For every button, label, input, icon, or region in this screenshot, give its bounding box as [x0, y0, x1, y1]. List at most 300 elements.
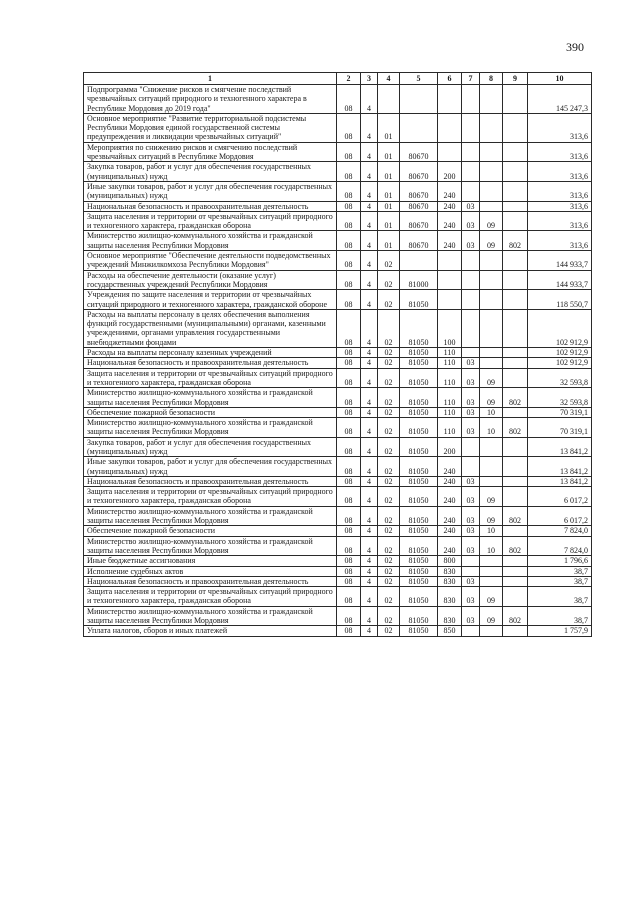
code-cell: 4 [361, 309, 378, 347]
table-row [84, 162, 592, 182]
code-cell [503, 181, 528, 201]
code-cell: 08 [337, 290, 361, 310]
code-cell: 08 [337, 576, 361, 586]
code-cell: 08 [337, 181, 361, 201]
code-cell: 81050 [400, 476, 438, 486]
table-row [84, 201, 592, 211]
code-cell [480, 348, 503, 358]
code-cell: 02 [378, 251, 400, 271]
code-cell: 08 [337, 368, 361, 388]
table-row [84, 211, 592, 231]
table-row [84, 487, 592, 507]
code-cell [462, 142, 480, 162]
row-name-cell: Национальная безопасность и правоохранительная деятельность [84, 476, 337, 486]
code-cell: 01 [378, 113, 400, 142]
code-cell: 03 [462, 418, 480, 438]
code-cell: 240 [438, 231, 462, 251]
table-row [84, 309, 592, 347]
header-cell: 2 [337, 73, 361, 85]
amount-cell: 313,6 [528, 113, 592, 142]
amount-cell: 6 017,2 [528, 506, 592, 526]
code-cell: 02 [378, 526, 400, 536]
code-cell: 08 [337, 162, 361, 182]
page-number: 390 [566, 40, 584, 54]
row-name-cell: Мероприятия по снижению рисков и смягчению последствий чрезвычайных ситуаций в Республике Мордовия [84, 142, 337, 162]
code-cell [462, 85, 480, 114]
code-cell: 850 [438, 626, 462, 636]
table-row [84, 418, 592, 438]
code-cell: 4 [361, 407, 378, 417]
code-cell: 02 [378, 566, 400, 576]
code-cell: 4 [361, 536, 378, 556]
code-cell [503, 270, 528, 290]
code-cell [503, 368, 528, 388]
code-cell: 4 [361, 476, 378, 486]
code-cell: 08 [337, 358, 361, 368]
code-cell: 830 [438, 566, 462, 576]
code-cell [503, 526, 528, 536]
code-cell [480, 142, 503, 162]
code-cell: 08 [337, 211, 361, 231]
row-name-cell: Министерство жилищно-коммунального хозяйства и гражданской защиты населения Республики Мордовия [84, 536, 337, 556]
header-cell: 1 [84, 73, 337, 85]
code-cell: 81050 [400, 457, 438, 477]
code-cell: 03 [462, 211, 480, 231]
code-cell: 08 [337, 587, 361, 607]
code-cell: 09 [480, 487, 503, 507]
code-cell: 81050 [400, 626, 438, 636]
table-row [84, 85, 592, 114]
code-cell [480, 270, 503, 290]
code-cell: 02 [378, 476, 400, 486]
code-cell: 03 [462, 201, 480, 211]
row-name-cell: Обеспечение пожарной безопасности [84, 526, 337, 536]
row-name-cell: Министерство жилищно-коммунального хозяйства и гражданской защиты населения Республики Мордовия [84, 418, 337, 438]
table-row [84, 587, 592, 607]
code-cell [503, 437, 528, 457]
code-cell: 110 [438, 368, 462, 388]
amount-cell: 313,6 [528, 162, 592, 182]
code-cell: 09 [480, 231, 503, 251]
code-cell: 09 [480, 606, 503, 626]
code-cell [503, 211, 528, 231]
code-cell [480, 85, 503, 114]
code-cell: 81050 [400, 576, 438, 586]
row-name-cell: Национальная безопасность и правоохранительная деятельность [84, 358, 337, 368]
amount-cell: 144 933,7 [528, 270, 592, 290]
row-name-cell: Министерство жилищно-коммунального хозяйства и гражданской защиты населения Республики Мордовия [84, 506, 337, 526]
table-row [84, 113, 592, 142]
code-cell: 02 [378, 536, 400, 556]
code-cell [503, 556, 528, 566]
code-cell: 4 [361, 587, 378, 607]
code-cell: 01 [378, 162, 400, 182]
code-cell: 4 [361, 457, 378, 477]
code-cell: 200 [438, 162, 462, 182]
code-cell: 02 [378, 457, 400, 477]
code-cell: 240 [438, 201, 462, 211]
code-cell: 4 [361, 251, 378, 271]
code-cell: 81050 [400, 506, 438, 526]
code-cell [503, 476, 528, 486]
row-name-cell: Исполнение судебных актов [84, 566, 337, 576]
code-cell: 81050 [400, 388, 438, 408]
code-cell: 830 [438, 606, 462, 626]
code-cell: 81050 [400, 348, 438, 358]
table-row [84, 251, 592, 271]
code-cell [438, 113, 462, 142]
code-cell [503, 487, 528, 507]
code-cell: 01 [378, 181, 400, 201]
code-cell: 4 [361, 437, 378, 457]
header-cell: 9 [503, 73, 528, 85]
code-cell: 4 [361, 290, 378, 310]
code-cell: 03 [462, 526, 480, 536]
amount-cell: 313,6 [528, 231, 592, 251]
code-cell: 240 [438, 536, 462, 556]
code-cell: 10 [480, 418, 503, 438]
code-cell: 81050 [400, 290, 438, 310]
code-cell: 03 [462, 606, 480, 626]
header-cell: 8 [480, 73, 503, 85]
code-cell [480, 358, 503, 368]
row-name-cell: Расходы на выплаты персоналу в целях обеспечения выполнения функций государственными (муниципальными) органами, казенными учреждениями, органами управления государственными внебюджетными фондами [84, 309, 337, 347]
code-cell: 02 [378, 388, 400, 408]
code-cell [438, 270, 462, 290]
code-cell: 100 [438, 309, 462, 347]
amount-cell: 313,6 [528, 142, 592, 162]
code-cell [462, 566, 480, 576]
code-cell: 02 [378, 587, 400, 607]
code-cell: 4 [361, 606, 378, 626]
code-cell: 08 [337, 626, 361, 636]
code-cell [503, 407, 528, 417]
code-cell: 4 [361, 576, 378, 586]
code-cell: 01 [378, 231, 400, 251]
code-cell: 03 [462, 358, 480, 368]
code-cell: 4 [361, 181, 378, 201]
code-cell: 80670 [400, 201, 438, 211]
table-row [84, 457, 592, 477]
table-row [84, 348, 592, 358]
code-cell: 110 [438, 418, 462, 438]
code-cell [438, 85, 462, 114]
code-cell [480, 290, 503, 310]
code-cell: 09 [480, 211, 503, 231]
row-name-cell: Министерство жилищно-коммунального хозяйства и гражданской защиты населения Республики Мордовия [84, 388, 337, 408]
amount-cell: 1 796,6 [528, 556, 592, 566]
code-cell: 03 [462, 231, 480, 251]
row-name-cell: Иные закупки товаров, работ и услуг для обеспечения государственных (муниципальных) нужд [84, 181, 337, 201]
table-row [84, 626, 592, 636]
code-cell: 09 [480, 506, 503, 526]
table-row [84, 606, 592, 626]
code-cell: 02 [378, 270, 400, 290]
code-cell: 09 [480, 368, 503, 388]
code-cell [462, 251, 480, 271]
header-cell: 3 [361, 73, 378, 85]
code-cell: 08 [337, 251, 361, 271]
code-cell: 240 [438, 476, 462, 486]
code-cell [480, 457, 503, 477]
code-cell: 01 [378, 201, 400, 211]
code-cell: 240 [438, 487, 462, 507]
code-cell: 08 [337, 142, 361, 162]
amount-cell: 145 247,3 [528, 85, 592, 114]
code-cell: 4 [361, 566, 378, 576]
row-name-cell: Министерство жилищно-коммунального хозяйства и гражданской защиты населения Республики Мордовия [84, 231, 337, 251]
code-cell: 02 [378, 437, 400, 457]
code-cell: 08 [337, 606, 361, 626]
code-cell: 81050 [400, 418, 438, 438]
row-name-cell: Иные бюджетные ассигнования [84, 556, 337, 566]
code-cell [503, 113, 528, 142]
code-cell: 240 [438, 506, 462, 526]
code-cell: 81050 [400, 526, 438, 536]
table-row [84, 388, 592, 408]
code-cell [462, 181, 480, 201]
amount-cell: 7 824,0 [528, 536, 592, 556]
code-cell: 240 [438, 211, 462, 231]
code-cell: 03 [462, 587, 480, 607]
code-cell: 802 [503, 506, 528, 526]
code-cell: 03 [462, 476, 480, 486]
code-cell: 4 [361, 348, 378, 358]
code-cell: 240 [438, 526, 462, 536]
code-cell: 81050 [400, 606, 438, 626]
code-cell: 81050 [400, 556, 438, 566]
header-cell: 6 [438, 73, 462, 85]
code-cell [480, 201, 503, 211]
amount-cell: 313,6 [528, 211, 592, 231]
code-cell [503, 348, 528, 358]
code-cell: 09 [480, 587, 503, 607]
code-cell: 830 [438, 576, 462, 586]
code-cell [480, 576, 503, 586]
code-cell: 802 [503, 418, 528, 438]
code-cell: 4 [361, 162, 378, 182]
code-cell: 02 [378, 358, 400, 368]
amount-cell: 32 593,8 [528, 388, 592, 408]
amount-cell: 32 593,8 [528, 368, 592, 388]
code-cell: 802 [503, 536, 528, 556]
code-cell [480, 437, 503, 457]
code-cell [438, 290, 462, 310]
code-cell: 4 [361, 211, 378, 231]
code-cell: 200 [438, 437, 462, 457]
code-cell: 4 [361, 142, 378, 162]
code-cell: 02 [378, 418, 400, 438]
row-name-cell: Учреждения по защите населения и территории от чрезвычайных ситуаций природного и техногенного характера, гражданской обороне [84, 290, 337, 310]
code-cell: 08 [337, 476, 361, 486]
amount-cell: 102 912,9 [528, 348, 592, 358]
code-cell: 81050 [400, 487, 438, 507]
amount-cell: 7 824,0 [528, 526, 592, 536]
code-cell: 80670 [400, 162, 438, 182]
amount-cell: 118 550,7 [528, 290, 592, 310]
code-cell: 81050 [400, 536, 438, 556]
code-cell [462, 457, 480, 477]
code-cell [480, 626, 503, 636]
code-cell [400, 113, 438, 142]
code-cell: 08 [337, 566, 361, 576]
row-name-cell: Закупка товаров, работ и услуг для обеспечения государственных (муниципальных) нужд [84, 437, 337, 457]
code-cell: 81050 [400, 437, 438, 457]
amount-cell: 144 933,7 [528, 251, 592, 271]
code-cell: 81000 [400, 270, 438, 290]
code-cell [503, 309, 528, 347]
code-cell: 08 [337, 407, 361, 417]
code-cell: 02 [378, 506, 400, 526]
code-cell: 802 [503, 231, 528, 251]
code-cell: 03 [462, 487, 480, 507]
amount-cell: 313,6 [528, 181, 592, 201]
code-cell: 03 [462, 368, 480, 388]
table-row [84, 270, 592, 290]
code-cell: 4 [361, 270, 378, 290]
code-cell: 02 [378, 626, 400, 636]
row-name-cell: Расходы на выплаты персоналу казенных учреждений [84, 348, 337, 358]
amount-cell: 13 841,2 [528, 457, 592, 477]
code-cell: 03 [462, 536, 480, 556]
code-cell: 4 [361, 526, 378, 536]
code-cell [462, 290, 480, 310]
row-name-cell: Национальная безопасность и правоохранительная деятельность [84, 576, 337, 586]
header-cell: 10 [528, 73, 592, 85]
amount-cell: 313,6 [528, 201, 592, 211]
row-name-cell: Расходы на обеспечение деятельности (оказание услуг) государственных учреждений Республики Мордовия [84, 270, 337, 290]
code-cell [480, 309, 503, 347]
code-cell: 08 [337, 388, 361, 408]
table-row [84, 290, 592, 310]
row-name-cell: Иные закупки товаров, работ и услуг для обеспечения государственных (муниципальных) нужд [84, 457, 337, 477]
code-cell [503, 626, 528, 636]
table-row [84, 407, 592, 417]
table-row [84, 142, 592, 162]
code-cell: 02 [378, 606, 400, 626]
code-cell: 240 [438, 181, 462, 201]
code-cell [503, 576, 528, 586]
header-cell: 7 [462, 73, 480, 85]
code-cell: 03 [462, 388, 480, 408]
code-cell [503, 587, 528, 607]
code-cell [480, 181, 503, 201]
code-cell: 4 [361, 201, 378, 211]
code-cell [462, 309, 480, 347]
row-name-cell: Обеспечение пожарной безопасности [84, 407, 337, 417]
code-cell: 10 [480, 536, 503, 556]
code-cell [503, 566, 528, 576]
code-cell [462, 113, 480, 142]
code-cell: 10 [480, 407, 503, 417]
row-name-cell: Основное мероприятие "Обеспечение деятельности подведомственных учреждений Минжилкомхоза Республики Мордовия" [84, 251, 337, 271]
row-name-cell: Министерство жилищно-коммунального хозяйства и гражданской защиты населения Республики Мордовия [84, 606, 337, 626]
code-cell: 03 [462, 506, 480, 526]
code-cell: 80670 [400, 181, 438, 201]
code-cell: 02 [378, 348, 400, 358]
code-cell: 4 [361, 85, 378, 114]
code-cell: 10 [480, 526, 503, 536]
amount-cell: 1 757,9 [528, 626, 592, 636]
code-cell: 08 [337, 437, 361, 457]
code-cell [378, 85, 400, 114]
code-cell: 80670 [400, 142, 438, 162]
code-cell: 08 [337, 418, 361, 438]
code-cell: 4 [361, 626, 378, 636]
code-cell: 81050 [400, 358, 438, 368]
code-cell: 4 [361, 113, 378, 142]
table-row [84, 506, 592, 526]
code-cell [480, 556, 503, 566]
amount-cell: 102 912,9 [528, 309, 592, 347]
row-name-cell: Подпрограмма "Снижение рисков и смягчение последствий чрезвычайных ситуаций природного и техногенного характера в Республике Мордовия до 2019 года" [84, 85, 337, 114]
table-row [84, 556, 592, 566]
code-cell: 08 [337, 270, 361, 290]
code-cell: 800 [438, 556, 462, 566]
table-row [84, 358, 592, 368]
amount-cell: 38,7 [528, 576, 592, 586]
code-cell: 02 [378, 290, 400, 310]
row-name-cell: Защита населения и территории от чрезвычайных ситуаций природного и техногенного характера, гражданская оборона [84, 587, 337, 607]
row-name-cell: Защита населения и территории от чрезвычайных ситуаций природного и техногенного характера, гражданская оборона [84, 211, 337, 231]
code-cell: 02 [378, 309, 400, 347]
code-cell [480, 113, 503, 142]
code-cell: 08 [337, 536, 361, 556]
amount-cell: 70 319,1 [528, 407, 592, 417]
code-cell [503, 201, 528, 211]
table-row [84, 566, 592, 576]
amount-cell: 13 841,2 [528, 476, 592, 486]
code-cell [462, 162, 480, 182]
code-cell [462, 437, 480, 457]
code-cell: 01 [378, 142, 400, 162]
code-cell: 4 [361, 358, 378, 368]
code-cell: 4 [361, 231, 378, 251]
code-cell: 4 [361, 556, 378, 566]
code-cell [462, 556, 480, 566]
code-cell: 802 [503, 388, 528, 408]
row-name-cell: Защита населения и территории от чрезвычайных ситуаций природного и техногенного характера, гражданская оборона [84, 487, 337, 507]
code-cell: 02 [378, 487, 400, 507]
code-cell: 4 [361, 418, 378, 438]
code-cell: 08 [337, 506, 361, 526]
table-row [84, 181, 592, 201]
code-cell: 08 [337, 457, 361, 477]
code-cell: 02 [378, 368, 400, 388]
code-cell [503, 290, 528, 310]
code-cell [480, 162, 503, 182]
code-cell: 02 [378, 576, 400, 586]
code-cell [462, 348, 480, 358]
header-cell: 4 [378, 73, 400, 85]
code-cell: 81050 [400, 407, 438, 417]
code-cell: 830 [438, 587, 462, 607]
code-cell: 08 [337, 113, 361, 142]
code-cell: 240 [438, 457, 462, 477]
code-cell: 81050 [400, 587, 438, 607]
code-cell [462, 626, 480, 636]
code-cell: 110 [438, 348, 462, 358]
code-cell: 4 [361, 368, 378, 388]
code-cell [503, 142, 528, 162]
row-name-cell: Закупка товаров, работ и услуг для обеспечения государственных (муниципальных) нужд [84, 162, 337, 182]
amount-cell: 70 319,1 [528, 418, 592, 438]
code-cell: 09 [480, 388, 503, 408]
table-row [84, 437, 592, 457]
code-cell [503, 358, 528, 368]
code-cell: 08 [337, 556, 361, 566]
code-cell: 80670 [400, 211, 438, 231]
